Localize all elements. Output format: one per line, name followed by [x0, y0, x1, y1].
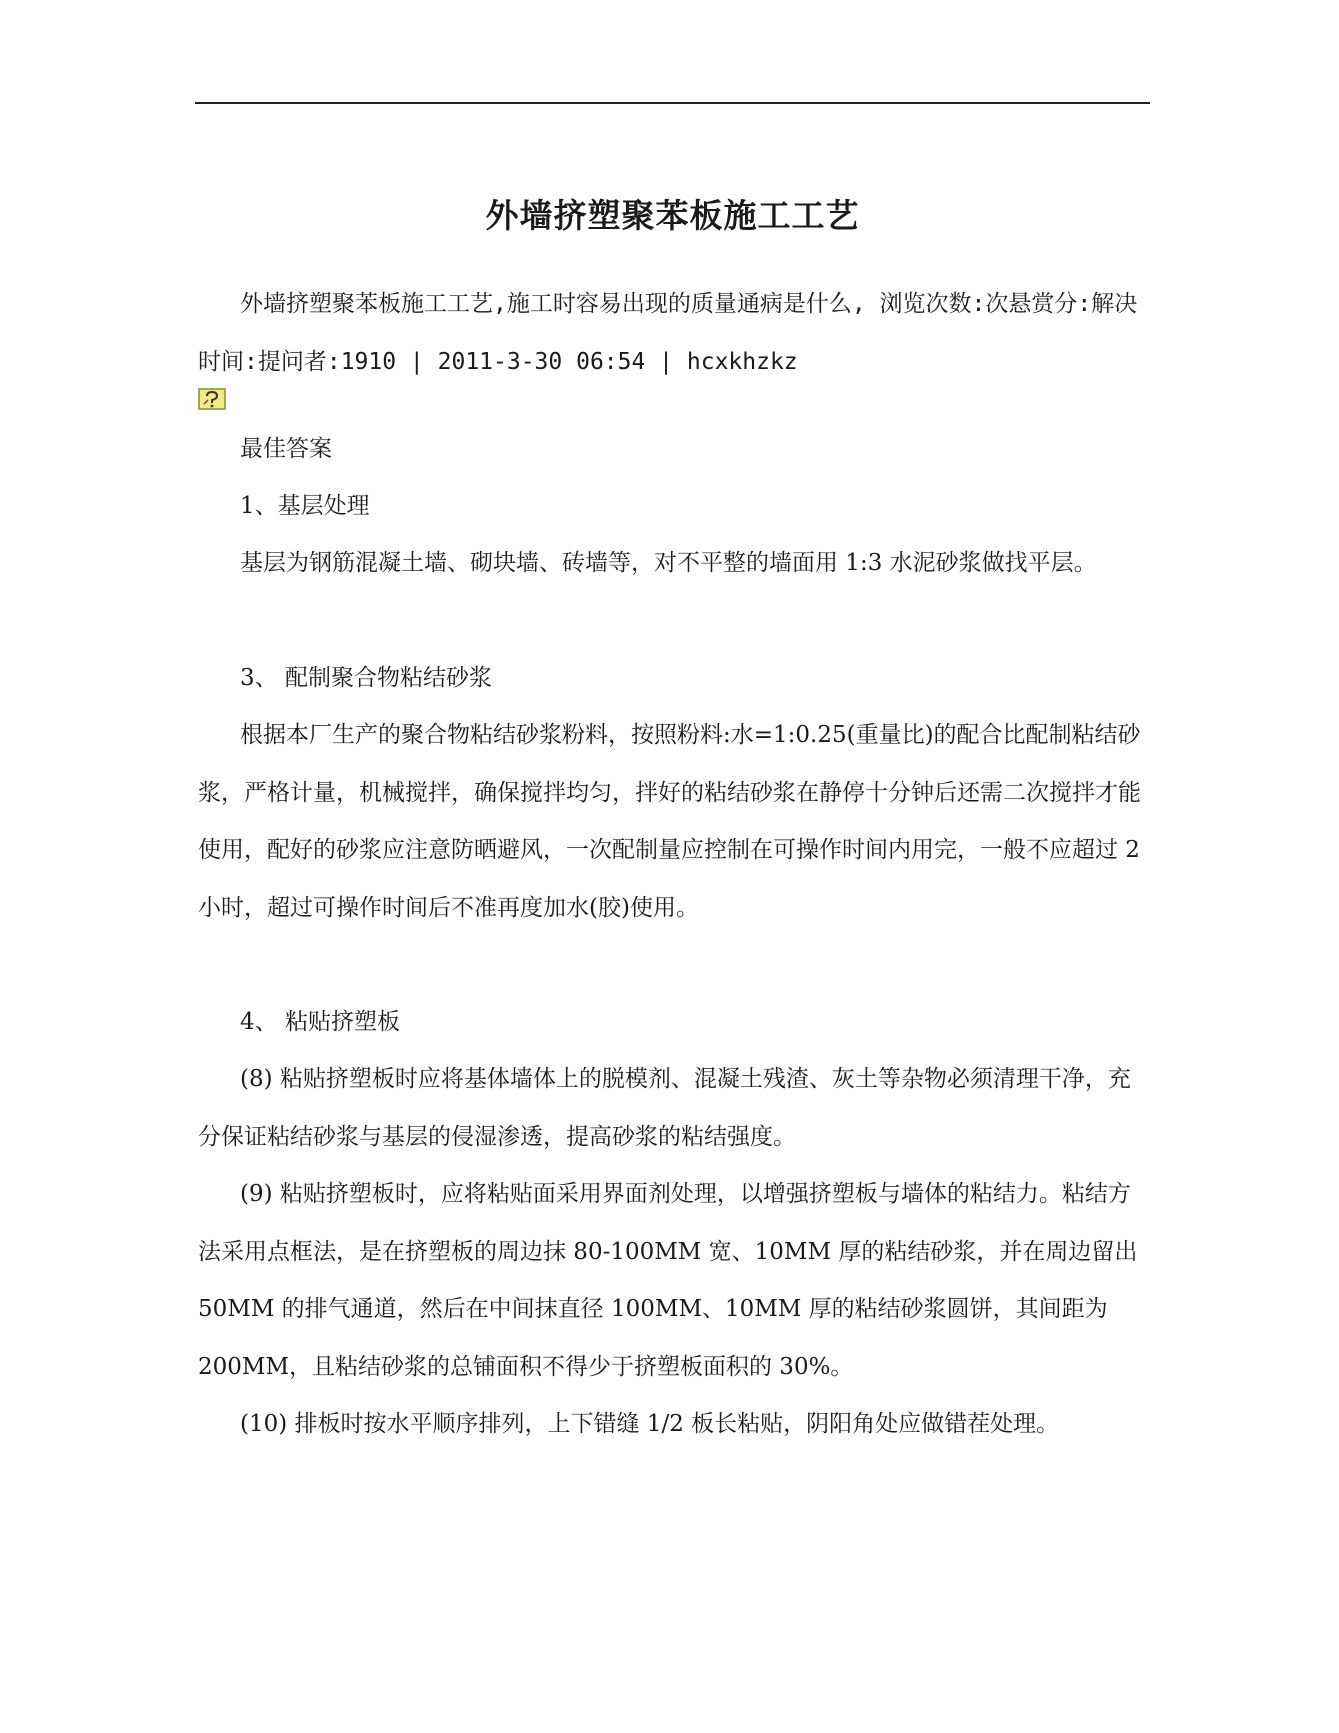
section-3-text: 根据本厂生产的聚合物粘结砂浆粉料，按照粉料:水=1:0.25(重量比)的配合比配制粘结砂浆，严格计量，机械搅拌，确保搅拌均匀，拌好的粘结砂浆在静停十分钟后还需二次搅拌才能使用，配好的砂浆应注意防晒避风，一次配制量应控制在可操作时间内用完，一般不应超过 2 小时，超过可操作时间后不准再度加水(胶)使用。 [198, 722, 1141, 921]
item-10: (10) 排板时按水平顺序排列，上下错缝 1/2 板长粘贴，阴阳角处应做错茬处理。 [240, 1411, 1060, 1437]
section-1-heading: 1、基层处理 [240, 493, 370, 519]
header-rule [195, 102, 1150, 104]
help-question-icon[interactable] [198, 388, 226, 410]
section-3-heading: 3、 配制聚合物粘结砂浆 [240, 665, 492, 691]
best-answer-label: 最佳答案 [240, 436, 332, 462]
intro-paragraph [198, 276, 1144, 391]
item-9: (9) 粘贴挤塑板时，应将粘贴面采用界面剂处理，以增强挤塑板与墙体的粘结力。粘结方法采用点框法，是在挤塑板的周边抹 80-100MM 宽、10MM 厚的粘结砂浆，并在周边留出 50MM 的排气通道，然后在中间抹直径 100MM、10MM 厚的粘结砂浆圆饼，其间距为 200MM，且粘结砂浆的总铺面积不得少于挤塑板面积的 30%。 [198, 1181, 1138, 1380]
item-8: (8) 粘贴挤塑板时应将基体墙体上的脱模剂、混凝土残渣、灰土等杂物必须清理干净，充分保证粘结砂浆与基层的侵湿渗透，提高砂浆的粘结强度。 [198, 1066, 1131, 1150]
intro-text: 外墙挤塑聚苯板施工工艺,施工时容易出现的质量通病是什么, 浏览次数:次悬赏分:解决时间:提问者:1910 | 2011-3-30 06:54 | hcxkhzkz [198, 291, 1138, 375]
section-4-heading: 4、 粘贴挤塑板 [240, 1009, 400, 1035]
section-1-text: 基层为钢筋混凝土墙、砌块墙、砖墙等，对不平整的墙面用 1:3 水泥砂浆做找平层。 [240, 550, 1097, 576]
document-title: 外墙挤塑聚苯板施工工艺 [485, 196, 860, 235]
